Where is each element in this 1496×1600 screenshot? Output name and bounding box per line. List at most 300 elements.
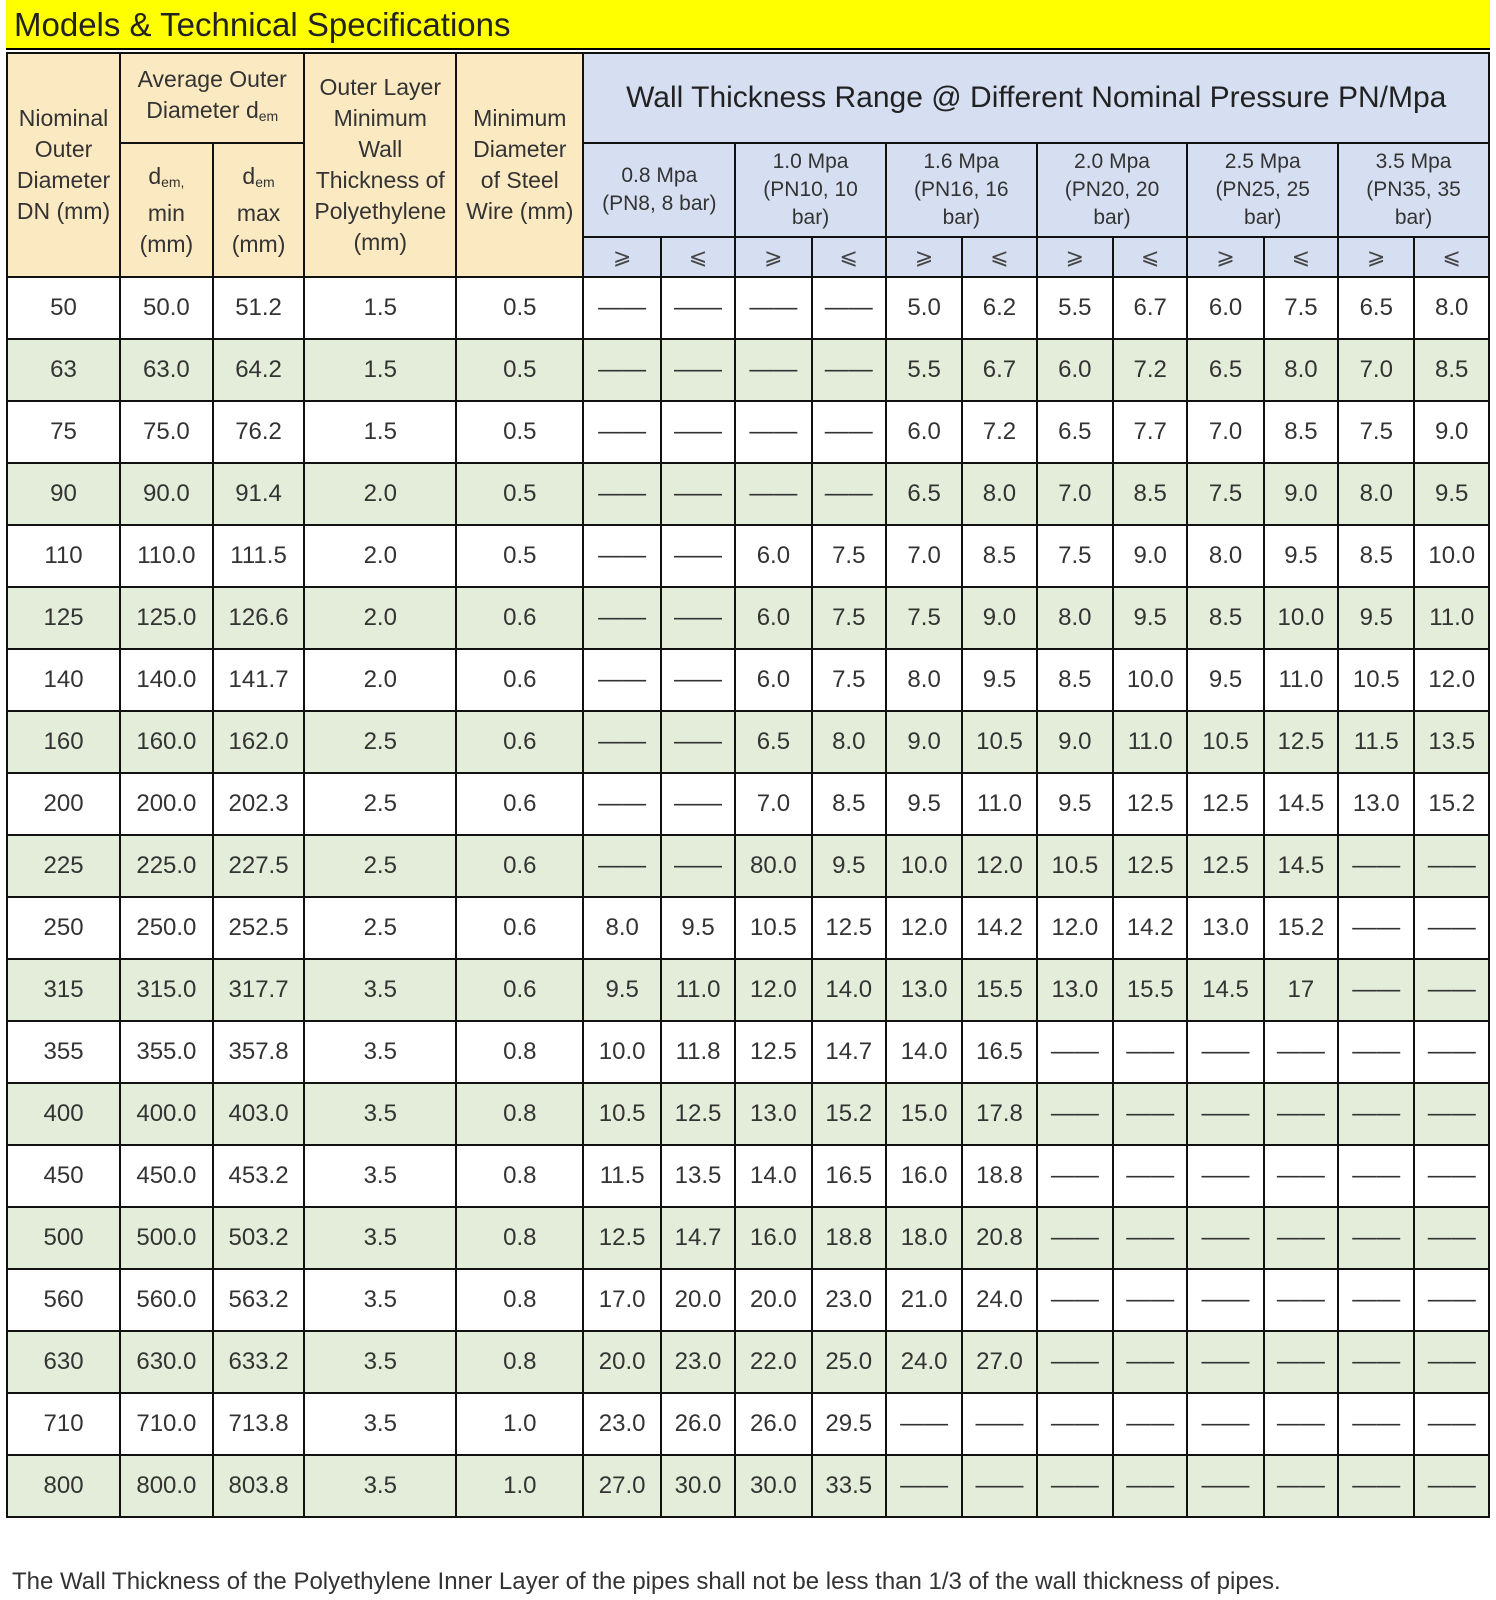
- table-cell: 7.5: [1338, 401, 1414, 463]
- table-cell: 20.0: [661, 1269, 735, 1331]
- table-cell: 15.2: [1414, 773, 1489, 835]
- table-row: [7, 401, 1489, 463]
- header-le-symbol: ⩽: [962, 237, 1036, 277]
- table-row: [7, 897, 1489, 959]
- table-cell: 90: [7, 463, 120, 525]
- table-cell: ——: [735, 463, 811, 525]
- table-cell: 9.5: [583, 959, 660, 1021]
- table-cell: 6.0: [1037, 339, 1113, 401]
- header-pressure-1-6: 1.6 Mpa (PN16, 16 bar): [886, 143, 1037, 237]
- table-cell: 6.5: [1187, 339, 1263, 401]
- table-cell: 17.0: [583, 1269, 660, 1331]
- table-cell: 453.2: [213, 1145, 305, 1207]
- header-pressure-1-0: 1.0 Mpa (PN10, 10 bar): [735, 143, 886, 237]
- table-cell: 24.0: [886, 1331, 962, 1393]
- table-cell: 21.0: [886, 1269, 962, 1331]
- table-cell: 10.0: [886, 835, 962, 897]
- header-nominal-diameter: Niominal Outer Diameter DN (mm): [7, 53, 120, 277]
- table-cell: 18.8: [812, 1207, 886, 1269]
- table-row: [7, 277, 1489, 339]
- table-cell: 3.5: [304, 1145, 456, 1207]
- table-cell: 6.5: [1037, 401, 1113, 463]
- table-cell: 11.0: [1264, 649, 1338, 711]
- table-cell: 250: [7, 897, 120, 959]
- header-ge-symbol: ⩾: [583, 237, 660, 277]
- table-cell: 8.0: [1037, 587, 1113, 649]
- table-cell: 400: [7, 1083, 120, 1145]
- table-cell: 9.0: [1414, 401, 1489, 463]
- table-cell: 315: [7, 959, 120, 1021]
- table-cell: 563.2: [213, 1269, 305, 1331]
- table-cell: 500.0: [120, 1207, 213, 1269]
- table-cell: ——: [735, 277, 811, 339]
- table-row: [7, 1207, 1489, 1269]
- table-cell: 13.5: [661, 1145, 735, 1207]
- table-cell: ——: [1037, 1455, 1113, 1517]
- table-cell: 12.5: [1187, 835, 1263, 897]
- table-cell: ——: [1338, 1393, 1414, 1455]
- table-cell: 8.5: [1113, 463, 1187, 525]
- table-cell: 15.0: [886, 1083, 962, 1145]
- table-cell: 1.0: [456, 1455, 583, 1517]
- table-cell: ——: [1113, 1083, 1187, 1145]
- table-cell: 7.5: [886, 587, 962, 649]
- table-cell: 400.0: [120, 1083, 213, 1145]
- table-cell: 5.0: [886, 277, 962, 339]
- table-cell: ——: [1338, 1455, 1414, 1517]
- table-cell: ——: [1187, 1269, 1263, 1331]
- table-cell: 1.5: [304, 339, 456, 401]
- table-cell: ——: [1414, 897, 1489, 959]
- table-row: [7, 649, 1489, 711]
- header-le-symbol: ⩽: [661, 237, 735, 277]
- table-cell: ——: [1414, 1455, 1489, 1517]
- header-ge-symbol: ⩾: [1338, 237, 1414, 277]
- table-cell: 0.6: [456, 649, 583, 711]
- table-cell: ——: [1338, 835, 1414, 897]
- table-cell: 202.3: [213, 773, 305, 835]
- table-cell: 355.0: [120, 1021, 213, 1083]
- table-cell: ——: [661, 587, 735, 649]
- table-cell: ——: [661, 277, 735, 339]
- table-cell: 7.5: [812, 587, 886, 649]
- table-cell: 225.0: [120, 835, 213, 897]
- table-cell: ——: [812, 277, 886, 339]
- table-cell: ——: [1264, 1207, 1338, 1269]
- table-cell: 3.5: [304, 1331, 456, 1393]
- table-cell: ——: [1037, 1083, 1113, 1145]
- table-cell: 11.0: [1414, 587, 1489, 649]
- table-cell: 11.0: [1113, 711, 1187, 773]
- table-cell: 13.5: [1414, 711, 1489, 773]
- table-row: [7, 525, 1489, 587]
- table-cell: 10.0: [1264, 587, 1338, 649]
- table-cell: 10.0: [583, 1021, 660, 1083]
- table-cell: 0.5: [456, 463, 583, 525]
- header-dem-max: $d_{em}$ max (mm): [213, 143, 305, 277]
- table-cell: 14.0: [886, 1021, 962, 1083]
- table-cell: 140.0: [120, 649, 213, 711]
- table-cell: 9.5: [1338, 587, 1414, 649]
- table-cell: 8.0: [1414, 277, 1489, 339]
- table-cell: 20.8: [962, 1207, 1036, 1269]
- table-cell: 0.6: [456, 897, 583, 959]
- table-cell: 0.6: [456, 959, 583, 1021]
- table-cell: 23.0: [661, 1331, 735, 1393]
- table-cell: 162.0: [213, 711, 305, 773]
- header-ge-symbol: ⩾: [735, 237, 811, 277]
- table-row: [7, 1083, 1489, 1145]
- table-cell: 10.5: [735, 897, 811, 959]
- header-pressure-0-8: 0.8 Mpa (PN8, 8 bar): [583, 143, 735, 237]
- table-cell: 29.5: [812, 1393, 886, 1455]
- table-cell: 8.0: [1187, 525, 1263, 587]
- table-cell: 23.0: [583, 1393, 660, 1455]
- table-cell: 0.5: [456, 277, 583, 339]
- table-cell: 10.5: [583, 1083, 660, 1145]
- table-cell: 7.2: [962, 401, 1036, 463]
- header-ge-symbol: ⩾: [1187, 237, 1263, 277]
- table-cell: 630: [7, 1331, 120, 1393]
- table-cell: 0.8: [456, 1145, 583, 1207]
- table-cell: ——: [1338, 897, 1414, 959]
- table-cell: 20.0: [735, 1269, 811, 1331]
- table-cell: 8.0: [812, 711, 886, 773]
- table-cell: 12.5: [1264, 711, 1338, 773]
- table-cell: 250.0: [120, 897, 213, 959]
- table-cell: ——: [1037, 1021, 1113, 1083]
- table-cell: 9.5: [962, 649, 1036, 711]
- table-cell: ——: [661, 649, 735, 711]
- table-cell: 803.8: [213, 1455, 305, 1517]
- table-cell: 9.5: [1264, 525, 1338, 587]
- table-cell: ——: [1338, 959, 1414, 1021]
- table-cell: 20.0: [583, 1331, 660, 1393]
- table-cell: 125.0: [120, 587, 213, 649]
- table-cell: 9.5: [1414, 463, 1489, 525]
- table-cell: ——: [1264, 1455, 1338, 1517]
- table-cell: 11.0: [661, 959, 735, 1021]
- table-cell: 76.2: [213, 401, 305, 463]
- table-cell: ——: [583, 339, 660, 401]
- table-cell: 14.2: [962, 897, 1036, 959]
- table-cell: 3.5: [304, 1207, 456, 1269]
- table-cell: ——: [583, 277, 660, 339]
- table-cell: 0.5: [456, 525, 583, 587]
- table-cell: 10.0: [1113, 649, 1187, 711]
- table-cell: 2.0: [304, 463, 456, 525]
- table-row: [7, 339, 1489, 401]
- table-cell: ——: [1264, 1145, 1338, 1207]
- table-cell: ——: [1414, 1269, 1489, 1331]
- table-cell: 3.5: [304, 959, 456, 1021]
- table-cell: ——: [1264, 1331, 1338, 1393]
- table-cell: 9.5: [1037, 773, 1113, 835]
- table-cell: 12.5: [1113, 835, 1187, 897]
- header-pressure-2-5: 2.5 Mpa (PN25, 25 bar): [1187, 143, 1338, 237]
- table-cell: 7.0: [735, 773, 811, 835]
- table-cell: 125: [7, 587, 120, 649]
- table-cell: 160.0: [120, 711, 213, 773]
- table-cell: 12.5: [661, 1083, 735, 1145]
- footnote: The Wall Thickness of the Polyethylene Inner Layer of the pipes shall not be less than 1/3 of the wall thickness of pipes.: [12, 1568, 1281, 1595]
- table-cell: 357.8: [213, 1021, 305, 1083]
- table-cell: 12.5: [1187, 773, 1263, 835]
- table-cell: ——: [1338, 1331, 1414, 1393]
- table-cell: 11.5: [1338, 711, 1414, 773]
- table-cell: 0.5: [456, 339, 583, 401]
- table-cell: ——: [1037, 1393, 1113, 1455]
- table-cell: 110: [7, 525, 120, 587]
- table-cell: 16.5: [962, 1021, 1036, 1083]
- table-row: [7, 1021, 1489, 1083]
- table-cell: 9.0: [1264, 463, 1338, 525]
- table-cell: ——: [1037, 1331, 1113, 1393]
- table-cell: ——: [1037, 1207, 1113, 1269]
- table-cell: 12.5: [583, 1207, 660, 1269]
- table-cell: ——: [661, 525, 735, 587]
- table-cell: 27.0: [962, 1331, 1036, 1393]
- table-cell: 7.0: [886, 525, 962, 587]
- table-cell: 12.0: [735, 959, 811, 1021]
- table-cell: 126.6: [213, 587, 305, 649]
- table-cell: 13.0: [735, 1083, 811, 1145]
- table-cell: 13.0: [1338, 773, 1414, 835]
- table-cell: 6.0: [735, 525, 811, 587]
- table-cell: ——: [583, 525, 660, 587]
- table-cell: 63: [7, 339, 120, 401]
- table-cell: ——: [661, 401, 735, 463]
- table-cell: ——: [661, 711, 735, 773]
- table-cell: 8.5: [812, 773, 886, 835]
- table-cell: 23.0: [812, 1269, 886, 1331]
- table-cell: 503.2: [213, 1207, 305, 1269]
- table-cell: 8.5: [1338, 525, 1414, 587]
- table-cell: ——: [1338, 1083, 1414, 1145]
- header-dem-min: $d_{em,}$ min (mm): [120, 143, 213, 277]
- title-bar: [6, 0, 1490, 50]
- table-cell: ——: [1414, 1331, 1489, 1393]
- table-cell: ——: [1338, 1021, 1414, 1083]
- table-cell: ——: [886, 1393, 962, 1455]
- table-cell: 8.5: [1414, 339, 1489, 401]
- table-cell: ——: [1338, 1145, 1414, 1207]
- table-cell: 12.0: [962, 835, 1036, 897]
- table-cell: 8.0: [1264, 339, 1338, 401]
- table-cell: 3.5: [304, 1269, 456, 1331]
- table-row: [7, 835, 1489, 897]
- table-cell: 16.0: [735, 1207, 811, 1269]
- table-cell: 15.5: [1113, 959, 1187, 1021]
- table-cell: 12.5: [735, 1021, 811, 1083]
- header-le-symbol: ⩽: [1264, 237, 1338, 277]
- table-cell: 14.5: [1264, 835, 1338, 897]
- table-cell: ——: [1187, 1145, 1263, 1207]
- table-cell: 560.0: [120, 1269, 213, 1331]
- table-cell: 7.0: [1037, 463, 1113, 525]
- table-cell: 7.5: [1264, 277, 1338, 339]
- table-cell: 64.2: [213, 339, 305, 401]
- table-cell: 200: [7, 773, 120, 835]
- table-cell: 140: [7, 649, 120, 711]
- table-cell: 500: [7, 1207, 120, 1269]
- table-cell: ——: [583, 649, 660, 711]
- table-cell: ——: [962, 1393, 1036, 1455]
- table-cell: 50: [7, 277, 120, 339]
- table-cell: 80.0: [735, 835, 811, 897]
- header-outer-layer-thickness: Outer Layer Minimum Wall Thickness of Polyethylene (mm): [304, 53, 456, 277]
- table-cell: 14.0: [812, 959, 886, 1021]
- table-cell: 227.5: [213, 835, 305, 897]
- table-cell: 1.0: [456, 1393, 583, 1455]
- table-cell: ——: [1187, 1207, 1263, 1269]
- table-cell: 9.0: [1113, 525, 1187, 587]
- table-cell: 6.0: [1187, 277, 1263, 339]
- table-cell: 12.5: [1113, 773, 1187, 835]
- table-cell: ——: [1414, 1393, 1489, 1455]
- header-wall-thickness-range: Wall Thickness Range @ Different Nominal Pressure PN/Mpa: [583, 53, 1489, 143]
- table-cell: 160: [7, 711, 120, 773]
- table-cell: 22.0: [735, 1331, 811, 1393]
- table-cell: 7.2: [1113, 339, 1187, 401]
- table-cell: 12.5: [812, 897, 886, 959]
- table-cell: ——: [1113, 1393, 1187, 1455]
- table-cell: ——: [1187, 1083, 1263, 1145]
- table-cell: ——: [735, 401, 811, 463]
- table-cell: 710: [7, 1393, 120, 1455]
- table-cell: 225: [7, 835, 120, 897]
- header-le-symbol: ⩽: [1414, 237, 1489, 277]
- table-cell: 6.5: [886, 463, 962, 525]
- table-cell: 10.5: [1037, 835, 1113, 897]
- table-cell: ——: [1187, 1455, 1263, 1517]
- table-cell: 8.5: [962, 525, 1036, 587]
- table-cell: 63.0: [120, 339, 213, 401]
- table-cell: 90.0: [120, 463, 213, 525]
- table-cell: 0.6: [456, 773, 583, 835]
- table-cell: 11.0: [962, 773, 1036, 835]
- table-cell: 27.0: [583, 1455, 660, 1517]
- table-cell: 16.0: [886, 1145, 962, 1207]
- table-cell: 800: [7, 1455, 120, 1517]
- table-cell: 12.0: [1037, 897, 1113, 959]
- table-cell: 141.7: [213, 649, 305, 711]
- table-cell: 18.8: [962, 1145, 1036, 1207]
- table-cell: 633.2: [213, 1331, 305, 1393]
- table-cell: ——: [1037, 1145, 1113, 1207]
- table-cell: ——: [1187, 1393, 1263, 1455]
- table-cell: 10.5: [1338, 649, 1414, 711]
- table-cell: 2.0: [304, 649, 456, 711]
- table-cell: 9.5: [1113, 587, 1187, 649]
- table-cell: 315.0: [120, 959, 213, 1021]
- table-cell: 800.0: [120, 1455, 213, 1517]
- table-cell: 2.5: [304, 835, 456, 897]
- table-row: [7, 1393, 1489, 1455]
- table-cell: 2.0: [304, 587, 456, 649]
- table-cell: 7.0: [1338, 339, 1414, 401]
- table-cell: ——: [583, 773, 660, 835]
- table-cell: 14.2: [1113, 897, 1187, 959]
- table-cell: 6.7: [1113, 277, 1187, 339]
- table-row: [7, 959, 1489, 1021]
- table-cell: 6.5: [1338, 277, 1414, 339]
- header-le-symbol: ⩽: [1113, 237, 1187, 277]
- table-cell: 6.0: [735, 587, 811, 649]
- spec-table: [6, 52, 1490, 1518]
- table-cell: 8.5: [1264, 401, 1338, 463]
- table-cell: ——: [1264, 1269, 1338, 1331]
- table-row: [7, 1331, 1489, 1393]
- table-cell: 710.0: [120, 1393, 213, 1455]
- table-cell: 450.0: [120, 1145, 213, 1207]
- table-cell: 33.5: [812, 1455, 886, 1517]
- table-cell: ——: [661, 339, 735, 401]
- table-cell: ——: [812, 463, 886, 525]
- table-cell: ——: [1113, 1207, 1187, 1269]
- table-cell: ——: [1264, 1021, 1338, 1083]
- table-cell: 0.6: [456, 587, 583, 649]
- table-cell: ——: [583, 401, 660, 463]
- table-cell: 13.0: [1187, 897, 1263, 959]
- table-cell: 3.5: [304, 1393, 456, 1455]
- table-cell: 713.8: [213, 1393, 305, 1455]
- header-average-outer-diameter: Average Outer Diameter $d_{em}$: [120, 53, 304, 143]
- table-cell: 12.0: [886, 897, 962, 959]
- header-steel-wire-diameter: Minimum Diameter of Steel Wire (mm): [456, 53, 583, 277]
- table-cell: 14.7: [661, 1207, 735, 1269]
- table-cell: ——: [1187, 1021, 1263, 1083]
- table-cell: 7.5: [1187, 463, 1263, 525]
- table-cell: 7.5: [812, 525, 886, 587]
- table-cell: 9.5: [661, 897, 735, 959]
- table-cell: ——: [1414, 1083, 1489, 1145]
- table-cell: 24.0: [962, 1269, 1036, 1331]
- table-cell: 15.2: [812, 1083, 886, 1145]
- table-cell: 7.5: [1037, 525, 1113, 587]
- table-cell: ——: [1113, 1021, 1187, 1083]
- table-row: [7, 1145, 1489, 1207]
- table-cell: 111.5: [213, 525, 305, 587]
- header-pressure-2-0: 2.0 Mpa (PN20, 20 bar): [1037, 143, 1188, 237]
- table-cell: ——: [661, 773, 735, 835]
- table-cell: 0.8: [456, 1207, 583, 1269]
- table-cell: ——: [583, 463, 660, 525]
- table-cell: 10.0: [1414, 525, 1489, 587]
- table-cell: 51.2: [213, 277, 305, 339]
- table-cell: 8.5: [1187, 587, 1263, 649]
- table-cell: 11.5: [583, 1145, 660, 1207]
- table-row: [7, 463, 1489, 525]
- table-cell: ——: [661, 463, 735, 525]
- table-row: [7, 1269, 1489, 1331]
- table-cell: 26.0: [735, 1393, 811, 1455]
- table-cell: 355: [7, 1021, 120, 1083]
- table-cell: ——: [1264, 1083, 1338, 1145]
- table-cell: 8.0: [886, 649, 962, 711]
- table-cell: 3.5: [304, 1455, 456, 1517]
- table-cell: 13.0: [886, 959, 962, 1021]
- table-cell: 5.5: [1037, 277, 1113, 339]
- table-cell: ——: [812, 401, 886, 463]
- table-cell: 91.4: [213, 463, 305, 525]
- table-cell: ——: [1338, 1269, 1414, 1331]
- table-cell: 8.5: [1037, 649, 1113, 711]
- table-cell: ——: [1338, 1207, 1414, 1269]
- table-cell: 14.5: [1187, 959, 1263, 1021]
- table-cell: 17: [1264, 959, 1338, 1021]
- table-cell: 110.0: [120, 525, 213, 587]
